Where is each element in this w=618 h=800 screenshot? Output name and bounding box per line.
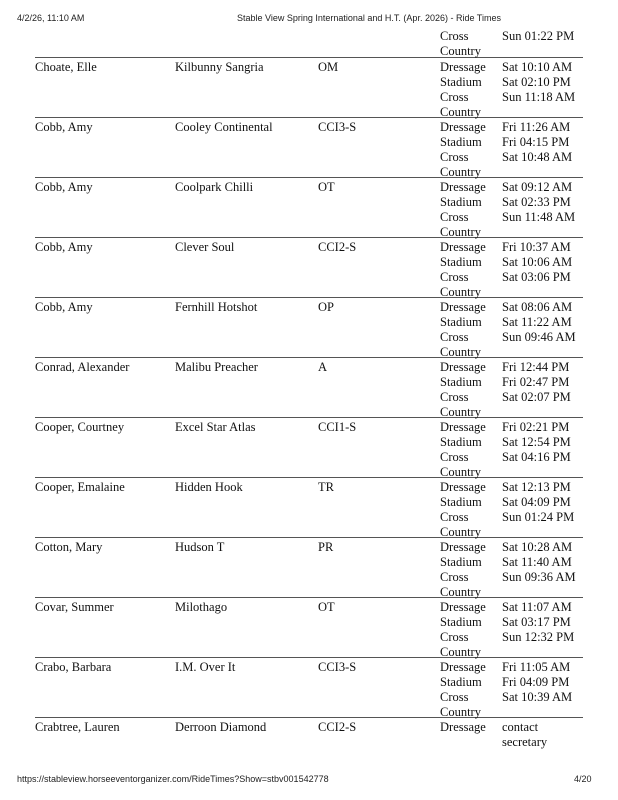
ride-dressage — [440, 480, 583, 495]
division: CCI3-S — [318, 660, 357, 674]
rider-name: Cooper, Emalaine — [35, 480, 125, 494]
rider-name: Cooper, Courtney — [35, 420, 125, 434]
ride-time: Sat 10:39 AM — [502, 690, 573, 704]
ride-xc — [440, 29, 583, 59]
horse-name: Hudson T — [175, 540, 225, 554]
ride-phase-label: Cross Country — [440, 29, 481, 58]
ride-phase-label: Stadium — [440, 195, 482, 209]
ride-xc — [440, 330, 583, 360]
table-row — [35, 418, 583, 478]
ride-time: Fri 04:09 PM — [502, 675, 570, 689]
ride-time: Sat 10:06 AM — [502, 255, 573, 269]
ride-phase-line: Country — [440, 585, 481, 599]
ride-phase-label — [440, 450, 502, 480]
ride-list — [440, 480, 583, 540]
ride-phase-line: Country — [440, 405, 481, 419]
ride-dressage — [440, 60, 583, 75]
ride-phase-label: Dressage — [440, 480, 486, 494]
ride-stadium — [440, 435, 583, 450]
horse-name: Clever Soul — [175, 240, 235, 254]
ride-time: Fri 04:15 PM — [502, 135, 570, 149]
ride-time: Sat 11:07 AM — [502, 600, 572, 614]
ride-stadium — [440, 675, 583, 690]
ride-time: Fri 02:21 PM — [502, 420, 570, 434]
horse-name: Cooley Continental — [175, 120, 273, 134]
ride-phase-line: Country — [440, 105, 481, 119]
ride-note: contact secretary — [502, 720, 548, 749]
ride-phase-line: Cross — [440, 150, 469, 164]
ride-phase-label: Stadium — [440, 615, 482, 629]
ride-time: Sat 10:48 AM — [502, 150, 573, 164]
ride-phase-line: Country — [440, 645, 481, 659]
ride-phase-line: Cross — [440, 390, 469, 404]
ride-phase-line: Cross — [440, 690, 469, 704]
ride-dressage — [440, 660, 583, 675]
table-row — [35, 178, 583, 238]
table-row — [35, 598, 583, 658]
ride-list — [440, 29, 583, 59]
page-url: https://stableview.horseeventorganizer.com/RideTimes?Show=stbv001542778 — [17, 774, 329, 784]
rider-name: Cobb, Amy — [35, 300, 93, 314]
ride-xc — [440, 570, 583, 600]
ride-phase-line: Country — [440, 465, 481, 479]
rider-name: Crabo, Barbara — [35, 660, 112, 674]
horse-name: Derroon Diamond — [175, 720, 267, 734]
ride-phase-line: Country — [440, 285, 481, 299]
rider-name: Crabtree, Lauren — [35, 720, 120, 734]
ride-stadium — [440, 615, 583, 630]
horse-name: I.M. Over It — [175, 660, 236, 674]
ride-phase-label: Dressage — [440, 660, 486, 674]
print-datetime: 4/2/26, 11:10 AM — [17, 13, 85, 23]
table-row — [35, 478, 583, 538]
ride-list — [440, 720, 583, 750]
ride-phase-line: Cross — [440, 90, 469, 104]
ride-xc — [440, 690, 583, 720]
ride-list — [440, 660, 583, 720]
ride-phase-label — [440, 270, 502, 300]
ride-time: Sat 11:22 AM — [502, 315, 572, 329]
horse-name: Malibu Preacher — [175, 360, 258, 374]
ride-phase-label: Dressage — [440, 240, 486, 254]
ride-phase-label: Stadium — [440, 255, 482, 269]
ride-time: Sat 04:16 PM — [502, 450, 571, 464]
division: CCI3-S — [318, 120, 357, 134]
horse-name: Kilbunny Sangria — [175, 60, 264, 74]
ride-phase-label: Dressage — [440, 420, 486, 434]
ride-phase-line: Cross — [440, 330, 469, 344]
rider-name: Cobb, Amy — [35, 120, 93, 134]
division: CCI2-S — [318, 240, 357, 254]
table-row — [35, 58, 583, 118]
ride-time: Sat 10:10 AM — [502, 60, 573, 74]
ride-list — [440, 300, 583, 360]
rider-name: Cobb, Amy — [35, 240, 93, 254]
ride-stadium — [440, 195, 583, 210]
ride-phase-label: Stadium — [440, 555, 482, 569]
ride-phase-label: Dressage — [440, 300, 486, 314]
ride-time: Sat 02:07 PM — [502, 390, 571, 404]
ride-phase-label: Stadium — [440, 495, 482, 509]
ride-time: Fri 12:44 PM — [502, 360, 570, 374]
division: A — [318, 360, 328, 374]
ride-xc — [440, 90, 583, 120]
rider-name: Cotton, Mary — [35, 540, 103, 554]
ride-phase-line: Country — [440, 165, 481, 179]
ride-xc — [440, 510, 583, 540]
ride-time: Fri 11:05 AM — [502, 660, 571, 674]
rider-name: Choate, Elle — [35, 60, 97, 74]
ride-time: Sat 02:10 PM — [502, 75, 571, 89]
ride-phase-line: Country — [440, 525, 481, 539]
ride-list — [440, 240, 583, 300]
table-row-last — [35, 718, 583, 758]
ride-dressage — [440, 540, 583, 555]
page-number: 4/20 — [574, 774, 592, 784]
ride-list — [440, 420, 583, 480]
ride-time: Sun 11:48 AM — [502, 210, 576, 224]
ride-phase-label — [440, 210, 502, 240]
rider-name: Conrad, Alexander — [35, 360, 130, 374]
ride-xc — [440, 630, 583, 660]
ride-time: Fri 10:37 AM — [502, 240, 571, 254]
ride-time: Sun 01:24 PM — [502, 510, 575, 524]
ride-time: Sat 08:06 AM — [502, 300, 573, 314]
rider-name: Cobb, Amy — [35, 180, 93, 194]
ride-list — [440, 360, 583, 420]
ride-phase-label: Dressage — [440, 180, 486, 194]
ride-xc — [440, 150, 583, 180]
ride-phase-label: Dressage — [440, 60, 486, 74]
ride-time: Sun 09:46 AM — [502, 330, 576, 344]
ride-phase-line: Cross — [440, 630, 469, 644]
rider-name: Covar, Summer — [35, 600, 114, 614]
division: OT — [318, 180, 335, 194]
page-title: Stable View Spring International and H.T. (Apr. 2026) - Ride Times — [237, 13, 501, 23]
ride-time: Sat 02:33 PM — [502, 195, 571, 209]
ride-phase-line: Cross — [440, 570, 469, 584]
ride-time: Sat 04:09 PM — [502, 495, 571, 509]
table-row — [35, 658, 583, 718]
ride-phase-label: Stadium — [440, 315, 482, 329]
ride-phase-label — [440, 510, 502, 540]
ride-list — [440, 60, 583, 120]
ride-list — [440, 180, 583, 240]
ride-time: Sat 10:28 AM — [502, 540, 573, 554]
ride-time: Sat 09:12 AM — [502, 180, 573, 194]
horse-name: Fernhill Hotshot — [175, 300, 258, 314]
ride-xc — [440, 450, 583, 480]
ride-phase-label: Stadium — [440, 675, 482, 689]
ride-dressage — [440, 120, 583, 135]
ride-stadium — [440, 135, 583, 150]
division: CCI1-S — [318, 420, 357, 434]
ride-phase-label — [440, 630, 502, 660]
ride-phase-label — [440, 390, 502, 420]
ride-phase-label — [440, 570, 502, 600]
ride-time: Sat 03:06 PM — [502, 270, 571, 284]
ride-stadium — [440, 495, 583, 510]
division: CCI2-S — [318, 720, 357, 734]
ride-phase-label — [440, 150, 502, 180]
ride-phase-label: Dressage — [440, 720, 486, 734]
ride-phase-line: Country — [440, 345, 481, 359]
ride-list — [440, 540, 583, 600]
ride-phase-label: Dressage — [440, 540, 486, 554]
ride-time: Sat 12:13 PM — [502, 480, 571, 494]
ride-xc — [440, 210, 583, 240]
ride-phase-line: Country — [440, 705, 481, 719]
table-row-continued — [35, 28, 583, 58]
ride-phase-label: Stadium — [440, 135, 482, 149]
ride-xc — [440, 270, 583, 300]
horse-name: Milothago — [175, 600, 228, 614]
ride-time: Sun 12:32 PM — [502, 630, 575, 644]
ride-list — [440, 120, 583, 180]
table-row — [35, 358, 583, 418]
division: OT — [318, 600, 335, 614]
ride-time: Sun 09:36 AM — [502, 570, 576, 584]
ride-dressage — [440, 420, 583, 435]
horse-name: Hidden Hook — [175, 480, 243, 494]
ride-stadium — [440, 315, 583, 330]
ride-phase-label: Dressage — [440, 360, 486, 374]
ride-phase-line: Cross — [440, 210, 469, 224]
ride-stadium — [440, 75, 583, 90]
division: PR — [318, 540, 334, 554]
ride-phase-label — [440, 330, 502, 360]
table-row — [35, 118, 583, 178]
division: OP — [318, 300, 334, 314]
horse-name: Coolpark Chilli — [175, 180, 254, 194]
ride-times-table — [35, 28, 583, 758]
horse-name: Excel Star Atlas — [175, 420, 256, 434]
ride-xc — [440, 390, 583, 420]
ride-dressage — [440, 600, 583, 615]
ride-stadium — [440, 555, 583, 570]
ride-list — [440, 600, 583, 660]
ride-phase-label: Stadium — [440, 75, 482, 89]
ride-time: Fri 11:26 AM — [502, 120, 571, 134]
table-row — [35, 298, 583, 358]
ride-phase-label: Dressage — [440, 120, 486, 134]
table-row — [35, 238, 583, 298]
ride-phase-line: Cross — [440, 270, 469, 284]
ride-phase-label — [440, 690, 502, 720]
ride-stadium — [440, 375, 583, 390]
ride-time: Sat 03:17 PM — [502, 615, 571, 629]
ride-phase-label — [440, 90, 502, 120]
ride-phase-line: Cross — [440, 510, 469, 524]
ride-dressage — [440, 720, 583, 750]
ride-dressage — [440, 180, 583, 195]
ride-phase-line: Cross — [440, 450, 469, 464]
table-row — [35, 538, 583, 598]
ride-time: Sun 11:18 AM — [502, 90, 576, 104]
ride-phase-label: Dressage — [440, 600, 486, 614]
ride-time: Sat 12:54 PM — [502, 435, 571, 449]
ride-dressage — [440, 300, 583, 315]
ride-stadium — [440, 255, 583, 270]
ride-phase-label: Stadium — [440, 435, 482, 449]
ride-phase-label: Stadium — [440, 375, 482, 389]
division: OM — [318, 60, 339, 74]
ride-time: Fri 02:47 PM — [502, 375, 570, 389]
ride-time: Sun 01:22 PM — [502, 29, 575, 43]
ride-phase-line: Country — [440, 225, 481, 239]
ride-dressage — [440, 240, 583, 255]
ride-dressage — [440, 360, 583, 375]
ride-time: Sat 11:40 AM — [502, 555, 572, 569]
division: TR — [318, 480, 334, 494]
